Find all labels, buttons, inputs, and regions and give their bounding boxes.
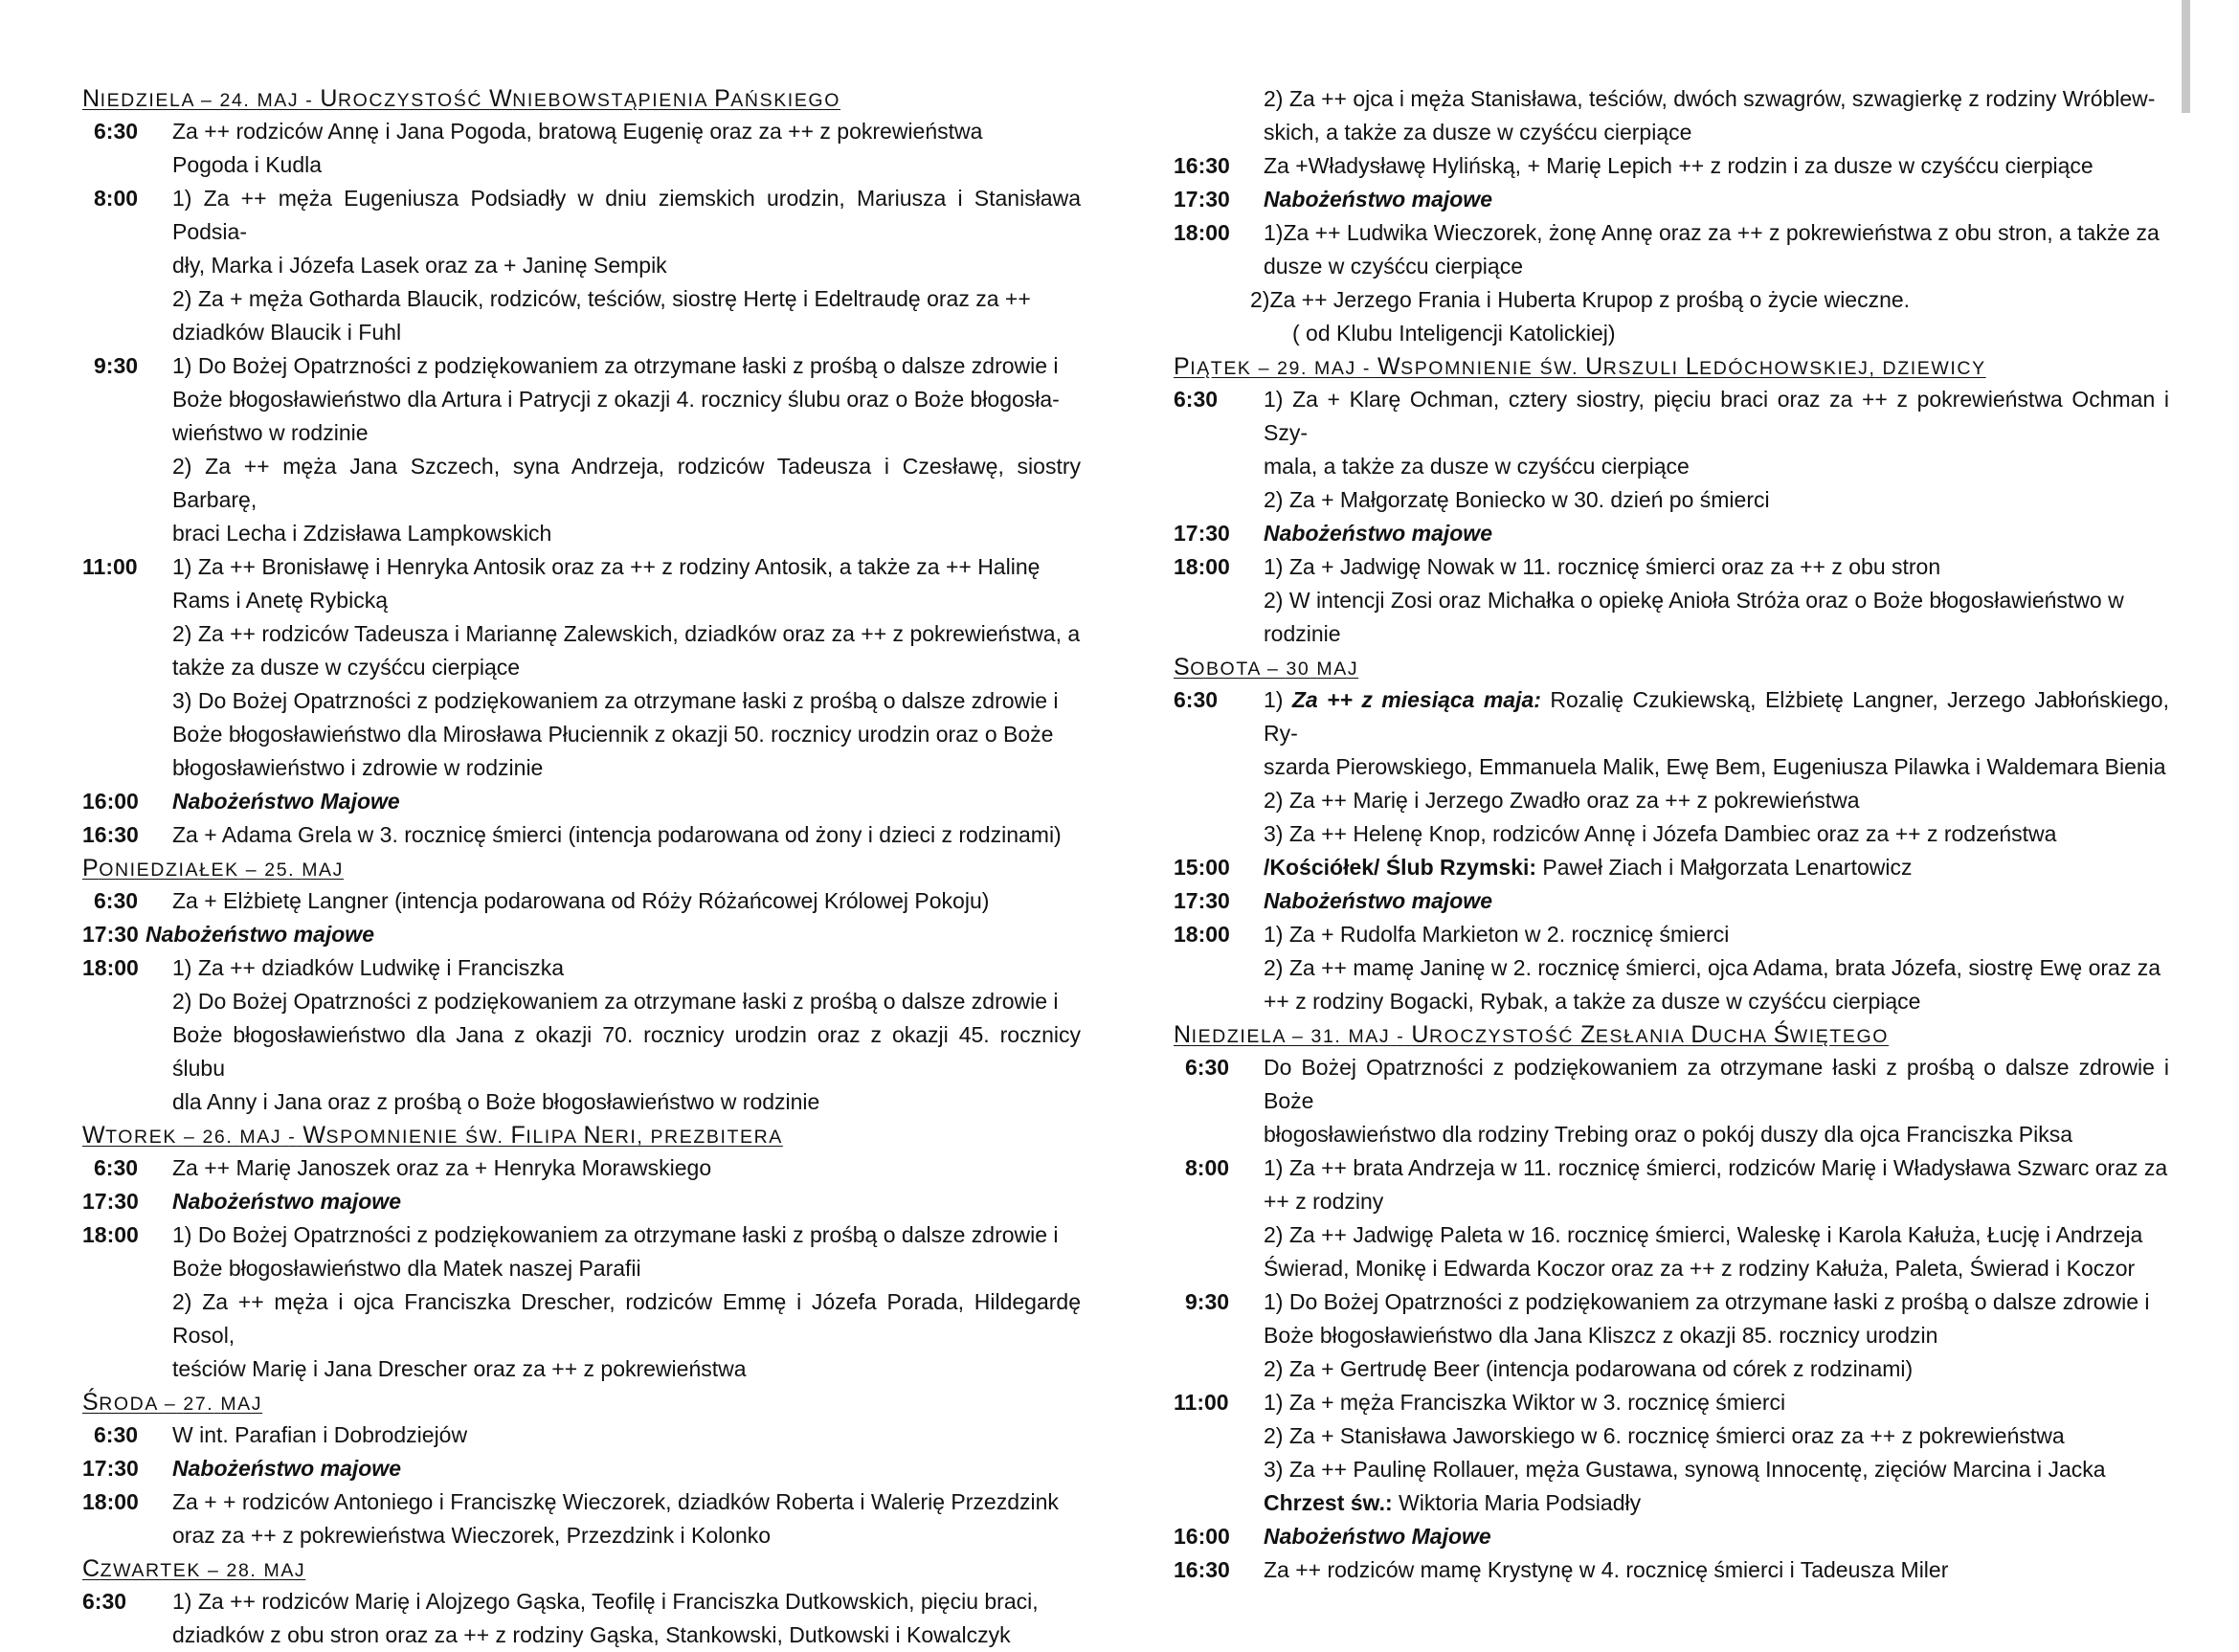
intention-text: mala, a także za dusze w czyśćcu cierpiące (1264, 454, 1690, 479)
mass-time: 16:00 (1174, 1524, 1230, 1549)
day-heading: PIĄTEK – 29. MAJ - WSPOMNIENIE ŚW. URSZULI LEDÓCHOWSKIEJ, DZIEWICY (1174, 353, 1986, 380)
intention-text: Boże błogosławieństwo dla Jana Kliszcz z okazji 85. rocznicy urodzin (1264, 1323, 1938, 1348)
intention-text: 1) Za + Rudolfa Markieton w 2. rocznicę śmierci (1264, 922, 1730, 947)
intention-text: 2) Za ++ męża i ojca Franciszka Drescher, rodziców Emmę i Józefa Porada, Hildegardę Rosol, (172, 1289, 1081, 1348)
mass-entry (1174, 1051, 2169, 1151)
liturgy-label: Nabożeństwo majowe (1264, 888, 1492, 913)
intention-text: 2) Za + Małgorzatę Boniecko w 30. dzień po śmierci (1264, 487, 1770, 512)
intention-text: Za + Adama Grela w 3. rocznicę śmierci (intencja podarowana od żony i dzieci z rodzinami) (172, 822, 1062, 847)
mass-time: 6:30 (94, 888, 139, 913)
mass-entry (1174, 383, 2169, 517)
mass-time: 18:00 (82, 955, 139, 980)
mass-entry (82, 951, 1081, 1119)
mass-time: 11:00 (1174, 1390, 1229, 1415)
mass-time: 8:00 (1185, 1155, 1230, 1180)
mass-entry (82, 182, 1081, 349)
liturgy-label: Nabożeństwo majowe (172, 1456, 401, 1481)
mass-entry (82, 1452, 1081, 1485)
mass-time: 17:30 (1174, 888, 1230, 913)
mass-time: 6:30 (82, 1589, 127, 1614)
mass-entry (1174, 82, 2169, 149)
mass-entry (82, 918, 1081, 951)
intention-text: 2) Za ++ rodziców Tadeusza i Mariannę Zalewskich, dziadków oraz za ++ z pokrewieństwa, a (172, 621, 1081, 646)
mass-time: 16:30 (82, 822, 139, 847)
intention-text: W int. Parafian i Dobrodziejów (172, 1422, 468, 1447)
mass-entry (1174, 517, 2169, 550)
mass-time: 6:30 (94, 1155, 139, 1180)
intention-text: 1) Za ++ brata Andrzeja w 11. rocznicę śmierci, rodziców Marię i Władysława Szwarc oraz za (1264, 1155, 2168, 1180)
intention-text: skich, a także za dusze w czyśćcu cierpiące (1264, 120, 1692, 145)
intention-text: Pogoda i Kudla (172, 152, 323, 177)
intention-text: Boże błogosławieństwo dla Jana z okazji 70. rocznicy urodzin oraz z okazji 45. rocznicy ślubu (172, 1022, 1081, 1081)
mass-entry (1174, 1553, 2169, 1587)
intention-text: 2) Za ++ ojca i męża Stanisława, teściów, dwóch szwagrów, szwagierkę z rodziny Wróblew- (1264, 86, 2156, 111)
intention-text: 2) W intencji Zosi oraz Michałka o opiekę Anioła Stróża oraz o Boże błogosławieństwo w (1264, 588, 2124, 613)
intention-text: braci Lecha i Zdzisława Lampkowskich (172, 521, 552, 546)
mass-entry (82, 1485, 1081, 1552)
intention-text: 1) Za ++ z miesiąca maja: Rozalię Czukiewską, Elżbietę Langner, Jerzego Jabłońskiego, Ry- (1264, 687, 2169, 746)
mass-time: 9:30 (94, 353, 139, 378)
intention-text: 1) Do Bożej Opatrzności z podziękowaniem za otrzymane łaski z prośbą o dalsze zdrowie i (172, 353, 1059, 378)
intention-text: 1) Do Bożej Opatrzności z podziękowaniem za otrzymane łaski z prośbą o dalsze zdrowie i (1264, 1289, 2150, 1314)
intention-text: 2)Za ++ Jerzego Frania i Huberta Krupop z prośbą o życie wieczne. (1250, 287, 1911, 312)
mass-time: 6:30 (1174, 387, 1219, 412)
day-heading: NIEDZIELA – 24. MAJ - UROCZYSTOŚĆ WNIEBOWSTĄPIENIA PAŃSKIEGO (82, 85, 840, 112)
intention-text: 3) Do Bożej Opatrzności z podziękowaniem za otrzymane łaski z prośbą o dalsze zdrowie i (172, 688, 1059, 713)
intention-text: Za ++ Marię Janoszek oraz za + Henryka Morawskiego (172, 1155, 712, 1180)
intention-text: rodzinie (1264, 621, 1341, 646)
liturgy-label: Nabożeństwo majowe (1264, 521, 1492, 546)
mass-time: 18:00 (1174, 554, 1230, 579)
mass-entry (1174, 550, 2169, 651)
intention-text: dusze w czyśćcu cierpiące (1264, 254, 1523, 279)
left-column (82, 82, 1081, 1652)
intention-text: /Kościółek/ Ślub Rzymski: Paweł Ziach i Małgorzata Lenartowicz (1264, 855, 1913, 880)
intention-text: 2) Za ++ męża Jana Szczech, syna Andrzeja, rodziców Tadeusza i Czesławę, siostry Barbarę, (172, 454, 1081, 512)
intention-text: 2) Za ++ mamę Janinę w 2. rocznicę śmierci, ojca Adama, brata Józefa, siostrę Ewę oraz za (1264, 955, 2161, 980)
intention-text: ++ z rodziny (1264, 1189, 1384, 1214)
intention-text: 1) Do Bożej Opatrzności z podziękowaniem za otrzymane łaski z prośbą o dalsze zdrowie i (172, 1222, 1059, 1247)
mass-time: 16:30 (1174, 1557, 1230, 1582)
intention-text: Za + + rodziców Antoniego i Franciszkę Wieczorek, dziadków Roberta i Walerię Przezdzink (172, 1489, 1059, 1514)
mass-time: 18:00 (1174, 922, 1230, 947)
intention-text: dla Anny i Jana oraz z prośbą o Boże błogosławieństwo w rodzinie (172, 1089, 820, 1114)
intention-text: oraz za ++ z pokrewieństwa Wieczorek, Przezdzink i Kolonko (172, 1523, 772, 1548)
mass-time: 6:30 (94, 119, 139, 144)
intention-text: dziadków z obu stron oraz za ++ z rodziny Gąska, Stankowski, Dutkowski i Kowalczyk (172, 1622, 1011, 1647)
intention-text: Chrzest św.: Wiktoria Maria Podsiadły (1264, 1490, 1642, 1515)
intention-text: 3) Za ++ Paulinę Rollauer, męża Gustawa, synową Innocentę, zięciów Marcina i Jacka (1264, 1457, 2106, 1482)
intention-text: Do Bożej Opatrzności z podziękowaniem za otrzymane łaski z prośbą o dalsze zdrowie i Boże (1264, 1055, 2169, 1113)
mass-time: 6:30 (1185, 1055, 1230, 1080)
mass-entry (1174, 149, 2169, 183)
mass-time: 9:30 (1185, 1289, 1230, 1314)
intention-text: 2) Za + Gertrudę Beer (intencja podarowana od córek z rodzinami) (1264, 1356, 1914, 1381)
intention-text: szarda Pierowskiego, Emmanuela Malik, Ewę Bem, Eugeniusza Pilawka i Waldemara Bienia (1264, 754, 2166, 779)
mass-entry (82, 1151, 1081, 1185)
intention-text: 1) Za ++ dziadków Ludwikę i Franciszka (172, 955, 565, 980)
intention-text: 2) Za + męża Gotharda Blaucik, rodziców, teściów, siostrę Hertę i Edeltraudę oraz za ++ (172, 286, 1031, 311)
intention-text: 2) Za ++ Marię i Jerzego Zwadło oraz za ++ z pokrewieństwa (1264, 788, 1860, 813)
mass-entry (82, 884, 1081, 918)
mass-time: 18:00 (1174, 220, 1230, 245)
mass-entry (1174, 1151, 2169, 1285)
day-heading: ŚRODA – 27. MAJ (82, 1389, 263, 1416)
liturgy-label: Nabożeństwo Majowe (172, 789, 400, 814)
intention-text: 2) Do Bożej Opatrzności z podziękowaniem za otrzymane łaski z prośbą o dalsze zdrowie i (172, 989, 1059, 1014)
intention-text: 1) Za ++ rodziców Marię i Alojzego Gąska, Teofilę i Franciszka Dutkowskich, pięciu braci, (172, 1589, 1039, 1614)
intention-text: 1) Za + męża Franciszka Wiktor w 3. rocznicę śmierci (1264, 1390, 1786, 1415)
mass-entry (82, 115, 1081, 182)
intention-text: 1)Za ++ Ludwika Wieczorek, żonę Annę oraz za ++ z pokrewieństwa z obu stron, a także za (1264, 220, 2160, 245)
mass-entry (1174, 918, 2169, 1018)
liturgy-label: Nabożeństwo majowe (172, 1189, 401, 1214)
mass-time: 6:30 (94, 1422, 139, 1447)
day-heading: SOBOTA – 30 MAJ (1174, 654, 1359, 681)
mass-time: 11:00 (82, 554, 138, 579)
intention-text: także za dusze w czyśćcu cierpiące (172, 655, 521, 680)
mass-time: 8:00 (94, 186, 139, 211)
mass-time: 18:00 (82, 1222, 139, 1247)
mass-time: 17:30 (1174, 521, 1230, 546)
mass-time: 17:30 (82, 1189, 139, 1214)
intention-text: Boże błogosławieństwo dla Mirosława Płuciennik z okazji 50. rocznicy urodzin oraz o Boże (172, 722, 1054, 747)
intention-text: błogosławieństwo dla rodziny Trebing oraz o pokój duszy dla ojca Franciszka Piksa (1264, 1122, 2073, 1147)
intention-text: 1) Za + Klarę Ochman, cztery siostry, pięciu braci oraz za ++ z pokrewieństwa Ochman i Szy- (1264, 387, 2169, 445)
mass-entry (1174, 1285, 2169, 1386)
intention-text: Za ++ rodziców Annę i Jana Pogoda, bratową Eugenię oraz za ++ z pokrewieństwa (172, 119, 983, 144)
mass-time: 17:30 (82, 922, 139, 947)
day-heading: NIEDZIELA – 31. MAJ - UROCZYSTOŚĆ ZESŁANIA DUCHA ŚWIĘTEGO (1174, 1021, 1890, 1048)
mass-time: 17:30 (82, 1456, 139, 1481)
mass-entry (1174, 884, 2169, 918)
intention-text: 1) Za ++ Bronisławę i Henryka Antosik oraz za ++ z rodziny Antosik, a także za ++ Halinę (172, 554, 1041, 579)
mass-time: 6:30 (1174, 687, 1219, 712)
right-column (1174, 82, 2169, 1587)
intention-text: Za + Elżbietę Langner (intencja podarowana od Róży Różańcowej Królowej Pokoju) (172, 888, 990, 913)
mass-entry (82, 1218, 1081, 1386)
mass-entry (1174, 683, 2169, 851)
intention-text: 1) Za + Jadwigę Nowak w 11. rocznicę śmierci oraz za ++ z obu stron (1264, 554, 1941, 579)
mass-time: 15:00 (1174, 855, 1230, 880)
intention-text: teściów Marię i Jana Drescher oraz za ++ z pokrewieństwa (172, 1356, 747, 1381)
intention-text: Rams i Anetę Rybicką (172, 588, 388, 613)
intention-text: wieństwo w rodzinie (172, 420, 369, 445)
day-heading: PONIEDZIAŁEK – 25. MAJ (82, 855, 345, 882)
day-heading: CZWARTEK – 28. MAJ (82, 1555, 306, 1582)
intention-text: Za ++ rodziców mamę Krystynę w 4. rocznicę śmierci i Tadeusza Miler (1264, 1557, 1949, 1582)
mass-entry (82, 818, 1081, 852)
mass-time: 16:00 (82, 789, 139, 814)
mass-entry (1174, 283, 2169, 350)
intention-text: dły, Marka i Józefa Lasek oraz za + Janinę Sempik (172, 253, 667, 278)
mass-entry (1174, 851, 2169, 884)
intention-text: Za +Władysławę Hylińską, + Marię Lepich ++ z rodzin i za dusze w czyśćcu cierpiące (1264, 153, 2093, 178)
mass-time: 18:00 (82, 1489, 139, 1514)
intention-text: Boże błogosławieństwo dla Matek naszej Parafii (172, 1256, 641, 1281)
intention-text: błogosławieństwo i zdrowie w rodzinie (172, 755, 544, 780)
intention-text: Boże błogosławieństwo dla Artura i Patrycji z okazji 4. rocznicy ślubu oraz o Boże błogosła- (172, 387, 1060, 412)
mass-entry (82, 349, 1081, 550)
liturgy-label: Nabożeństwo majowe (1264, 187, 1492, 212)
liturgy-label: Nabożeństwo Majowe (1264, 1524, 1491, 1549)
intention-text: 2) Za + Stanisława Jaworskiego w 6. rocznicę śmierci oraz za ++ z pokrewieństwa (1264, 1423, 2065, 1448)
mass-entry (82, 1418, 1081, 1452)
scrollbar[interactable] (2182, 0, 2190, 113)
intention-text: ( od Klubu Inteligencji Katolickiej) (1292, 321, 1616, 346)
intention-text: 2) Za ++ Jadwigę Paleta w 16. rocznicę śmierci, Waleskę i Karola Kałuża, Łucję i Andrzeja (1264, 1222, 2143, 1247)
day-heading: WTOREK – 26. MAJ - WSPOMNIENIE ŚW. FILIPA NERI, PREZBITERA (82, 1122, 783, 1149)
mass-entry (1174, 183, 2169, 216)
intention-text: dziadków Blaucik i Fuhl (172, 320, 402, 345)
liturgy-label: Nabożeństwo majowe (146, 922, 374, 947)
mass-entry (82, 785, 1081, 818)
mass-entry (82, 550, 1081, 785)
mass-entry (1174, 1386, 2169, 1520)
mass-entry (82, 1585, 1081, 1652)
intention-text: 1) Za ++ męża Eugeniusza Podsiadły w dniu ziemskich urodzin, Mariusza i Stanisława Podsia- (172, 186, 1081, 244)
mass-entry (1174, 216, 2169, 283)
mass-time: 16:30 (1174, 153, 1230, 178)
intention-text: Świerad, Monikę i Edwarda Koczor oraz za ++ z rodziny Kałuża, Paleta, Świerad i Koczor (1264, 1256, 2136, 1281)
intention-text: ++ z rodziny Bogacki, Rybak, a także za dusze w czyśćcu cierpiące (1264, 989, 1921, 1014)
intention-text: 3) Za ++ Helenę Knop, rodziców Annę i Józefa Dambiec oraz za ++ z rodzeństwa (1264, 821, 2057, 846)
mass-entry (82, 1185, 1081, 1218)
mass-entry (1174, 1520, 2169, 1553)
mass-time: 17:30 (1174, 187, 1230, 212)
